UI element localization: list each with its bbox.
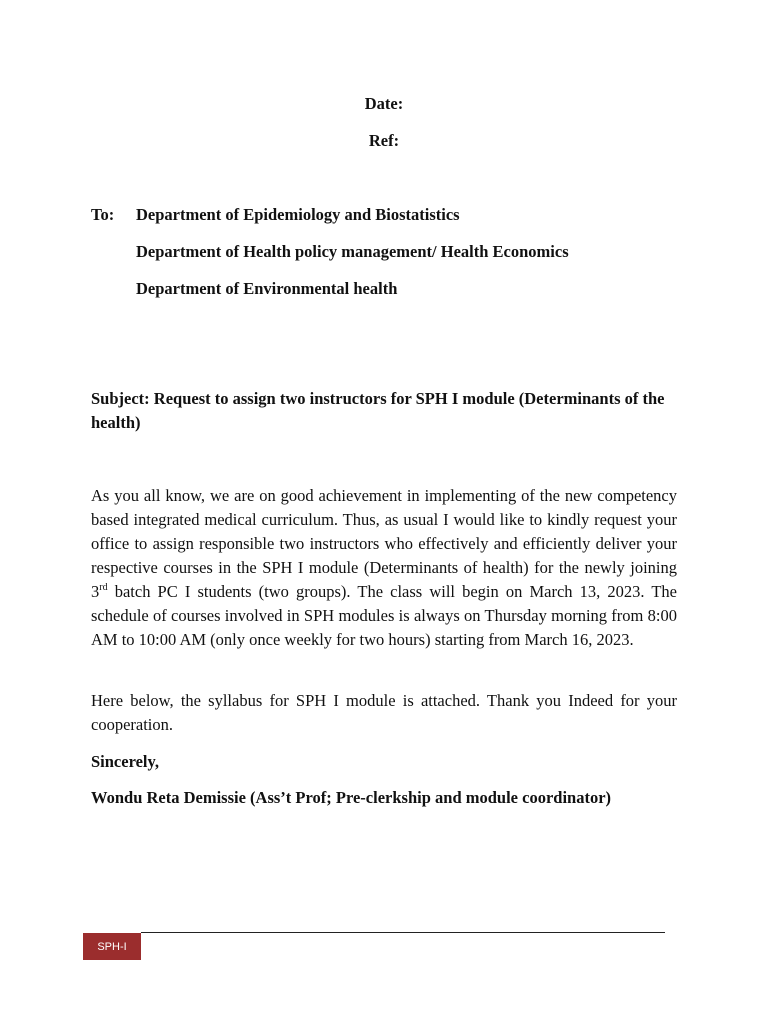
date-label: Date: xyxy=(364,94,404,113)
recipient-department-1: Department of Epidemiology and Biostatistics xyxy=(136,205,460,224)
recipient-department-2: Department of Health policy management/ Health Economics xyxy=(136,242,569,261)
signature: Wondu Reta Demissie (Ass’t Prof; Pre-clerkship and module coordinator) xyxy=(91,788,612,807)
body-paragraph-1-part-2: batch PC I students (two groups). The class will begin on March 13, 2023. The schedule of courses involved in SPH modules is always on Thursday morning from 8:00 AM to 10:00 AM (only once weekly for two hours) starting from March 16, 2023. xyxy=(91,582,677,649)
footer-divider xyxy=(141,932,665,933)
body-paragraph-1 xyxy=(91,484,677,652)
body-paragraph-2: Here below, the syllabus for SPH I module is attached. Thank you Indeed for your cooperation. xyxy=(91,691,677,734)
subject-line: Subject: Request to assign two instructors for SPH I module (Determinants of the health) xyxy=(91,389,665,432)
ordinal-suffix: rd xyxy=(99,581,108,593)
body-paragraph-1-part-1: As you all know, we are on good achievement in implementing of the new competency based integrated medical curriculum. Thus, as usual I would like to kindly request your office to assign responsible two instructors who effectively and efficiently deliver your respective courses in the SPH I module (Determinants of health) for the newly joining 3 xyxy=(91,486,677,601)
ref-label: Ref: xyxy=(368,131,400,150)
recipient-department-3: Department of Environmental health xyxy=(136,279,398,298)
footer-badge: SPH-I xyxy=(83,933,141,960)
sign-off: Sincerely, xyxy=(91,752,159,771)
to-label: To: xyxy=(91,205,115,224)
